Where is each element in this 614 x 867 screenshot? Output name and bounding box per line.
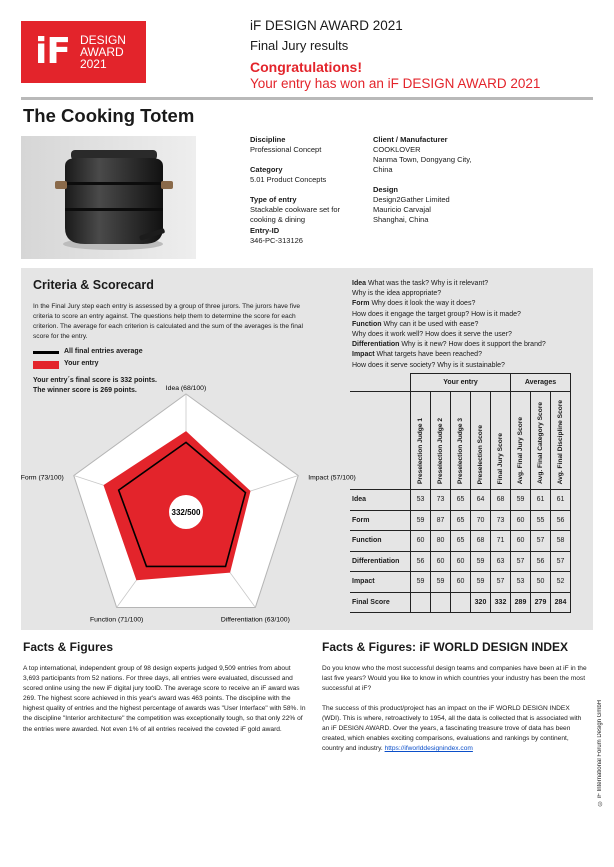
table-cell: 53 <box>511 572 531 593</box>
table-column-header: Avg. Final Discipline Score <box>551 392 571 490</box>
criteria-question-line: Form Why does it look the way it does? <box>352 300 476 308</box>
table-cell: 332 <box>491 592 511 613</box>
wdi-text-2: The success of this product/project has an impact on the iF WORLD DESIGN INDEX (WDI). This is where, retroactively to 1954, all the data is collected that is associated with an iF DESIGN AWARD. Over the years, a fascinating treasure trove of data has been created, which enables exciting comparisons, evaluations and rankings by continent, country and industry. https://ifworlddesignindex.com <box>322 705 582 753</box>
wdi-title: Facts & Figures: iF WORLD DESIGN INDEX <box>322 640 569 654</box>
category-block: Category 5.01 Product Concepts <box>250 165 327 184</box>
table-column-header: Preselection Judge 2 <box>431 392 451 490</box>
legend-average-swatch <box>33 351 59 354</box>
table-column-header: Preselection Judge 1 <box>411 392 431 490</box>
table-cell: 55 <box>531 510 551 531</box>
radar-axis-label: Differentiation (63/100) <box>220 616 290 624</box>
table-row-label: Form <box>350 510 411 531</box>
table-row <box>350 531 571 552</box>
table-cell: 58 <box>551 531 571 552</box>
table-cell: 279 <box>531 592 551 613</box>
table-cell: 61 <box>551 490 571 511</box>
table-cell: 56 <box>411 551 431 572</box>
table-cell <box>451 592 471 613</box>
table-cell: 68 <box>491 490 511 511</box>
logo-mark: iF <box>35 31 70 72</box>
table-cell: 284 <box>551 592 571 613</box>
award-title: iF DESIGN AWARD 2021 <box>250 18 403 33</box>
copyright: © iF International Forum Design GmbH <box>597 700 603 806</box>
table-cell: 63 <box>491 551 511 572</box>
criteria-question-line: Idea What was the task? Why is it relevant? <box>352 280 489 287</box>
table-cell: 53 <box>411 490 431 511</box>
table-cell: 80 <box>431 531 451 552</box>
table-cell: 60 <box>511 510 531 531</box>
wdi-text-1: Do you know who the most successful design teams and companies have been at iF in the last five years? Would you like to know in which countries your industry has been the most successful at iF? <box>322 665 587 693</box>
table-cell: 60 <box>451 572 471 593</box>
table-cell: 60 <box>511 531 531 552</box>
legend-entry-swatch <box>33 361 59 369</box>
criteria-title: Criteria & Scorecard <box>33 278 154 292</box>
table-cell: 64 <box>471 490 491 511</box>
table-cell: 59 <box>411 572 431 593</box>
table-cell: 57 <box>531 531 551 552</box>
table-cell: 61 <box>531 490 551 511</box>
table-row <box>350 572 571 593</box>
facts-text: A top international, independent group of 98 design experts judged 9,509 entries from about 3,693 participants from 52 nations. For three days, all entries were evaluated, discussed and scored online using the new iF digital jury toolD. The average score to receive an iF award was 269. The highest score achieved in this year's award was 463 points. The discipline with the highest quality of entries and the highest percentage of awards was "User Interface" with 58%. In the discipline "Interior architecture" the competition was exceptionally tough, so that only 22% of the entries were awarded. Not even 1% of all entries received the coveted iF gold award. <box>23 665 306 733</box>
table-cell: 70 <box>471 510 491 531</box>
table-cell: 73 <box>491 510 511 531</box>
table-cell: 73 <box>431 490 451 511</box>
criteria-description: In the Final Jury step each entry is assessed by a group of three jurors. The jurors have five criteria to score an entry against. The questions help them to determine the score for each criterion. The average for each criterion is calculated and the sum of the averages is the final score for the entry. <box>33 303 304 340</box>
table-row-label: Differentiation <box>350 551 411 572</box>
table-cell: 57 <box>551 551 571 572</box>
table-row-label: Impact <box>350 572 411 593</box>
radar-axis-label: Form (73/100) <box>20 474 64 482</box>
logo-text: DESIGN AWARD 2021 <box>79 33 126 71</box>
criteria-question-line: Function Why can it be used with ease? <box>352 320 479 328</box>
table-row <box>350 510 571 531</box>
header-divider <box>21 97 593 100</box>
table-cell: 87 <box>431 510 451 531</box>
table-cell: 56 <box>531 551 551 572</box>
criteria-question-line: Why is the idea appropriate? <box>352 290 442 298</box>
facts-title: Facts & Figures <box>23 640 114 654</box>
table-cell: 59 <box>471 551 491 572</box>
criteria-question-line: Impact What targets have been reached? <box>352 351 482 359</box>
type-block: Type of entry Stackable cookware set for cooking & dining <box>250 195 341 224</box>
radar-axis-label: Idea (68/100) <box>165 385 207 392</box>
table-cell: 65 <box>451 490 471 511</box>
design-block: Design Design2Gather Limited Mauricio Carvajal Shanghai, China <box>373 185 450 224</box>
table-column-header: Avg. Final Jury Score <box>511 392 531 490</box>
table-cell: 59 <box>431 572 451 593</box>
client-block: Client / Manufacturer COOKLOVER Nanma Town, Dongyang City, China <box>373 135 472 174</box>
table-cell: 52 <box>551 572 571 593</box>
congrats-heading: Congratulations! <box>250 59 362 75</box>
score-summary: Your entry´s final score is 332 points. The winner score is 269 points. <box>33 377 157 394</box>
table-row <box>350 551 571 572</box>
table-cell: 59 <box>411 510 431 531</box>
table-cell: 59 <box>511 490 531 511</box>
criteria-question-line: How does it serve society? Why is it sustainable? <box>352 361 505 369</box>
radar-axis-label: Impact (57/100) <box>308 474 356 482</box>
table-group-your-entry: Your entry <box>411 374 511 392</box>
table-cell: 289 <box>511 592 531 613</box>
legend-average-label: All final entries average <box>64 348 143 355</box>
criteria-questions <box>352 279 592 371</box>
table-cell: 71 <box>491 531 511 552</box>
table-cell: 59 <box>471 572 491 593</box>
table-column-header: Preselection Score <box>471 392 491 490</box>
table-cell: 56 <box>551 510 571 531</box>
table-row-label: Final Score <box>350 592 411 613</box>
table-cell <box>411 592 431 613</box>
award-subtitle: Final Jury results <box>250 38 349 53</box>
table-row <box>350 490 571 511</box>
table-cell: 60 <box>411 531 431 552</box>
entry-title: The Cooking Totem <box>23 105 195 126</box>
won-message: Your entry has won an iF DESIGN AWARD 2021 <box>250 76 541 91</box>
score-table <box>350 373 571 613</box>
if-design-award-logo <box>21 21 146 83</box>
table-cell: 65 <box>451 531 471 552</box>
table-cell: 68 <box>471 531 491 552</box>
table-cell: 57 <box>511 551 531 572</box>
table-cell: 65 <box>451 510 471 531</box>
criteria-question-line: Why does it work well? How does it serve the user? <box>352 331 512 339</box>
radar-center-label: 332/500 <box>171 508 201 517</box>
criteria-question-line: Differentiation Why is it new? How does it support the brand? <box>352 341 546 349</box>
criteria-question-line: How does it engage the target group? How is it made? <box>352 310 521 318</box>
table-column-header: Preselection Judge 3 <box>451 392 471 490</box>
table-cell: 57 <box>491 572 511 593</box>
table-cell: 320 <box>471 592 491 613</box>
table-final-row <box>350 592 571 613</box>
table-row-label: Idea <box>350 490 411 511</box>
wdi-link[interactable]: https://ifworlddesignindex.com <box>384 745 473 753</box>
table-cell <box>431 592 451 613</box>
table-cell: 60 <box>431 551 451 572</box>
table-group-averages: Averages <box>511 374 571 392</box>
table-column-header: Avg. Final Category Score <box>531 392 551 490</box>
entry-id-block: Entry-ID 346-PC-313126 <box>250 226 303 245</box>
discipline-block: Discipline Professional Concept <box>250 135 322 154</box>
table-cell: 60 <box>451 551 471 572</box>
legend-entry-label: Your entry <box>64 360 99 367</box>
table-column-header: Final Jury Score <box>491 392 511 490</box>
table-cell: 50 <box>531 572 551 593</box>
table-row-label: Function <box>350 531 411 552</box>
product-photo <box>21 136 196 259</box>
radar-axis-label: Function (71/100) <box>90 616 144 624</box>
